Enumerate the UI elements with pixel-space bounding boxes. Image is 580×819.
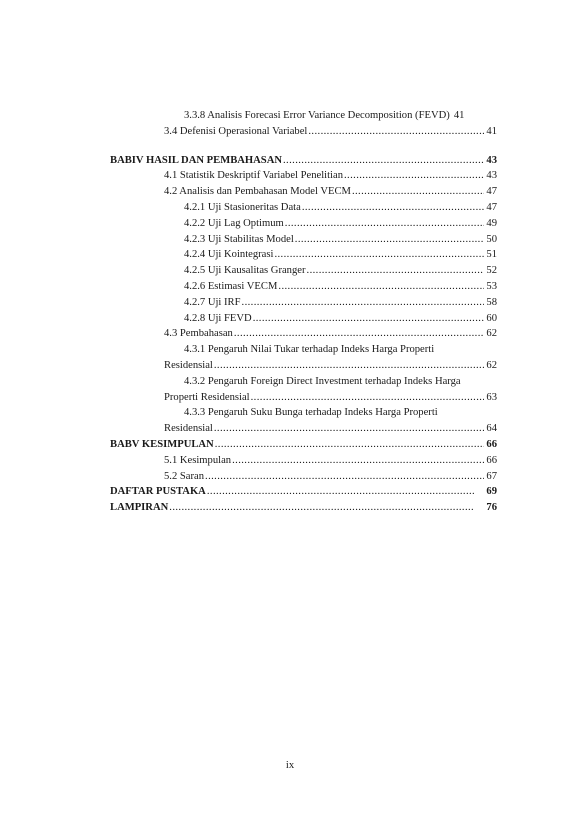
dot-leader	[207, 484, 474, 500]
dot-leader	[214, 358, 484, 374]
toc-title: 5.2 Saran	[164, 470, 205, 482]
toc-title: 3.4 Defenisi Operasional Variabel	[164, 125, 308, 137]
toc-page: 51	[486, 249, 497, 261]
toc-entry-line1[interactable]	[110, 405, 497, 421]
dot-leader	[242, 295, 484, 311]
dot-leader	[352, 184, 484, 200]
toc-entry-line1[interactable]	[110, 374, 497, 390]
toc-entry[interactable]	[110, 232, 497, 248]
dot-leader	[302, 200, 484, 216]
table-of-contents	[110, 108, 497, 516]
toc-title: 4.2.6 Estimasi VECM	[184, 280, 278, 292]
toc-title: 4.2.3 Uji Stabilitas Model	[184, 233, 294, 245]
toc-page: 43	[486, 154, 497, 166]
toc-page: 62	[486, 328, 497, 340]
toc-title: 4.2.7 Uji IRF	[184, 296, 241, 308]
toc-entry[interactable]	[110, 216, 497, 232]
toc-entry[interactable]	[110, 168, 497, 184]
toc-entry[interactable]	[110, 108, 497, 124]
toc-entry[interactable]	[110, 295, 497, 311]
toc-title: 4.2.5 Uji Kausalitas Granger	[184, 265, 306, 277]
dot-leader	[232, 453, 484, 469]
dot-leader	[215, 437, 484, 453]
dot-leader	[285, 216, 484, 232]
toc-page: 76	[486, 502, 497, 514]
toc-title: 4.2.4 Uji Kointegrasi	[184, 249, 274, 261]
toc-title: 4.3.1 Pengaruh Nilai Tukar terhadap Indeks Harga Properti	[184, 344, 435, 356]
toc-title: 4.2.2 Uji Lag Optimum	[184, 217, 284, 229]
toc-entry[interactable]	[110, 200, 497, 216]
dot-leader	[283, 153, 484, 169]
toc-entry-line1[interactable]	[110, 342, 497, 358]
chapter-prefix: BAB	[110, 438, 132, 450]
toc-title-continued: Residensial	[164, 423, 213, 435]
dot-leader	[344, 168, 484, 184]
toc-page: 58	[486, 296, 497, 308]
toc-entry[interactable]	[110, 469, 497, 485]
toc-title-continued: Properti Residensial	[164, 391, 250, 403]
toc-title: 3.3.8 Analisis Forecasi Error Variance Decomposition (FEVD)	[184, 110, 450, 121]
toc-page: 67	[486, 470, 497, 482]
dot-leader	[169, 500, 474, 516]
chapter-prefix: BAB	[110, 154, 132, 166]
toc-page: 41	[453, 110, 465, 121]
toc-chapter[interactable]	[110, 153, 497, 169]
toc-page: 62	[486, 359, 497, 371]
dot-leader	[234, 326, 484, 342]
toc-title: 5.1 Kesimpulan	[164, 454, 232, 466]
toc-title: DAFTAR PUSTAKA	[110, 486, 206, 498]
toc-title-continued: Residensial	[164, 359, 213, 371]
toc-title: 4.3.3 Pengaruh Suku Bunga terhadap Indeks Harga Properti	[184, 407, 438, 419]
toc-title: LAMPIRAN	[110, 502, 169, 514]
toc-page: 63	[486, 391, 497, 403]
toc-entry[interactable]	[110, 247, 497, 263]
toc-entry[interactable]	[110, 263, 497, 279]
toc-entry[interactable]	[110, 326, 497, 342]
toc-page: 47	[486, 201, 497, 213]
toc-title: V KESIMPULAN	[131, 438, 214, 450]
toc-entry-line2[interactable]	[110, 358, 497, 374]
toc-chapter[interactable]	[110, 437, 497, 453]
toc-entry[interactable]	[110, 279, 497, 295]
toc-section-lampiran[interactable]	[110, 500, 497, 516]
dot-leader	[205, 469, 484, 485]
page-number: ix	[285, 760, 295, 771]
toc-title: 4.2 Analisis dan Pembahasan Model VECM	[164, 186, 351, 198]
dot-leader	[278, 279, 484, 295]
toc-entry-line2[interactable]	[110, 390, 497, 406]
toc-entry[interactable]	[110, 311, 497, 327]
toc-title: IV HASIL DAN PEMBAHASAN	[131, 154, 282, 166]
toc-entry-line2[interactable]	[110, 421, 497, 437]
toc-page: 69	[486, 486, 497, 498]
toc-title: 4.3 Pembahasan	[164, 328, 233, 340]
dot-leader	[307, 263, 484, 279]
toc-page: 50	[486, 233, 497, 245]
dot-leader	[253, 311, 484, 327]
toc-title: 4.3.2 Pengaruh Foreign Direct Investment terhadap Indeks Harga	[184, 375, 461, 387]
toc-entry[interactable]	[110, 453, 497, 469]
toc-entry[interactable]	[110, 124, 497, 140]
toc-title: 4.2.1 Uji Stasioneritas Data	[184, 201, 301, 213]
toc-page: 66	[486, 438, 497, 450]
toc-section-daftar-pustaka[interactable]	[110, 484, 497, 500]
toc-page: 47	[486, 186, 497, 198]
dot-leader	[308, 124, 484, 140]
toc-page: 41	[486, 125, 497, 137]
toc-title: 4.1 Statistik Deskriptif Variabel Penelitian	[164, 170, 343, 182]
toc-page: 60	[486, 312, 497, 324]
toc-page: 64	[486, 423, 497, 435]
toc-title: 4.2.8 Uji FEVD	[184, 312, 252, 324]
toc-page: 66	[486, 454, 497, 466]
toc-page: 52	[486, 265, 497, 277]
dot-leader	[274, 247, 484, 263]
toc-page: 53	[486, 280, 497, 292]
dot-leader	[251, 390, 484, 406]
toc-page: 49	[486, 217, 497, 229]
dot-leader	[214, 421, 484, 437]
dot-leader	[295, 232, 484, 248]
toc-page: 43	[486, 170, 497, 182]
toc-entry[interactable]	[110, 184, 497, 200]
